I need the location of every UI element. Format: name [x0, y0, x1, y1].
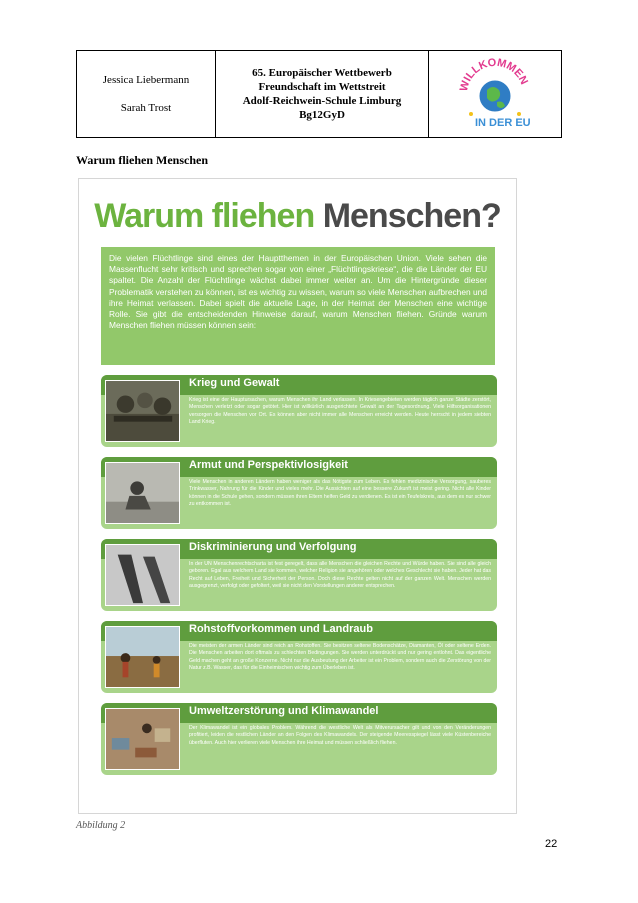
poster-intro: Die vielen Flüchtlinge sind eines der Hauptthemen in der Europäischen Union. Viele sehen die Massenflucht sehr kritisch und sprechen sogar von einer „Flüchtlingskriese“, die die Länder der EU spaltet. Die Anzahl der Flüchtlinge wächst dabei immer weiter an. Um die Hintergründe dieser Problematik verstehen zu können, ist es wichtig zu wissen, warum so viele Menschen aufbrechen und ihre Heimat verlassen. Dabei spielt die aktuelle Lage, in der Heimat der Menschen eine wichtige Rolle. Sie gibt die entscheidenden Hinweise darauf, warum Menschen fliehen. Gründe warum Menschen fliehen müssen können sein:	[101, 247, 495, 365]
authors-cell	[77, 51, 216, 137]
persecution-photo	[105, 544, 180, 606]
author-name: Jessica Liebermann	[102, 74, 190, 86]
poster-title-part1: Warum fliehen	[94, 197, 315, 235]
poster	[78, 178, 517, 814]
competition-title: 65. Europäischer Wettbewerb	[252, 67, 392, 79]
reason-text: Krieg ist eine der Hauptursachen, warum Menschen ihr Land verlassen. In Kriesengebieten werden täglich ganze Städte zerstört, Menschen verletzt oder sogar getötet. Hier ist willkürlich ausgerichtete Gewalt an der Tagesordnung. Viele Hilfsorganisationen versorgen die Menschen vor Ort. Es können aber nicht immer alle Menschen erreicht werden. Heute herrscht in jedem siebten Land Krieg.	[189, 397, 491, 425]
poster-title	[79, 197, 516, 236]
reason-text: In der UN Menschenrechtscharta ist fest geregelt, dass alle Menschen die gleichen Rechte und Würde haben. Sie sind alle gleich geboren. Egal aus welchem Land sie kommen, welcher Religion sie angehören oder welches Geschlecht sie haben. Jeder hat das Recht auf Leben, Freiheit und Sicherheit der Person. Doch diese Rechte gelten nicht auf der ganzen Welt. Menschen werden ausgegrenzt, verfolgt oder gefoltert, weil sie nicht den Vorstellungen anderer entsprechen.	[189, 561, 491, 589]
svg-text:IN DER EU: IN DER EU	[475, 117, 531, 129]
competition-cell	[216, 51, 429, 137]
poster-title-part2: Menschen?	[322, 197, 501, 235]
reason-card	[101, 703, 497, 775]
school-name: Adolf-Reichwein-Schule Limburg	[242, 95, 402, 107]
page-number: 22	[545, 838, 558, 850]
reason-card	[101, 539, 497, 611]
reason-text: Der Klimawandel ist ein globales Problem. Während die westliche Welt als Mitverursacher gilt und von den Veränderungen profitiert, leiden die restlichen Länder an den Folgen des Klimawandels. Der steigende Meeresspiegel lässt viele Küstenbereiche überfluten. Auch hier verlieren viele Menschen ihre Heimat und müssen schließlich fliehen.	[189, 725, 491, 746]
figure-caption: Abbildung 2	[76, 820, 126, 831]
svg-text:WILLKOMMEN: WILLKOMMEN	[457, 56, 530, 93]
reason-title: Rohstoffvorkommen und Landraub	[189, 623, 373, 635]
section-title: Warum fliehen Menschen	[76, 153, 208, 167]
reason-text: Die meisten der armen Länder sind reich an Rohstoffen. Sie besitzen seltene Bodenschätze, Diamanten, Öl oder seltene Erden. Die Menschen arbeiten dort oftmals zu schlechten Bedingungen. Sie werden unterdrückt und nur gering entlohnt. Das eigentliche Geld machen geht an große Konzerne. Nicht nur die Ausbeutung der Arbeiter ist ein Problem, sondern auch die Zerstörung von der Natur z.B. Wasser, das für die Einheimischen wichtig zum Überleben ist.	[189, 643, 491, 671]
war-photo	[105, 380, 180, 442]
eu-welcome-logo	[457, 56, 533, 132]
environment-photo	[105, 708, 180, 770]
reason-text: Viele Menschen in anderen Ländern haben weniger als das Nötigste zum Leben. Es fehlen medizinische Versorgung, sauberes Trinkwasser, Nahrung für die Kinder und vieles mehr. Die Aussichten auf eine bessere Zukunft ist meist gering. Nicht alle Kinder können in die Schule gehen, sondern müssen ihren Eltern helfen Geld zu verdienen. Es ist ein Teufelskreis, aus dem es nur schwer zu entkommen ist.	[189, 479, 491, 507]
reason-card	[101, 621, 497, 693]
reason-card	[101, 375, 497, 447]
reason-title: Umweltzerstörung und Klimawandel	[189, 705, 379, 717]
logo-cell	[429, 51, 561, 137]
reason-title: Armut und Perspektivlosigkeit	[189, 459, 348, 471]
header-table	[76, 50, 562, 138]
author-name: Sarah Trost	[120, 102, 172, 114]
class-code: Bg12GyD	[299, 109, 345, 121]
competition-motto: Freundschaft im Wettstreit	[258, 81, 386, 93]
poverty-photo	[105, 462, 180, 524]
reason-title: Diskriminierung und Verfolgung	[189, 541, 357, 553]
reason-card	[101, 457, 497, 529]
reason-title: Krieg und Gewalt	[189, 377, 280, 389]
land-grab-photo	[105, 626, 180, 688]
